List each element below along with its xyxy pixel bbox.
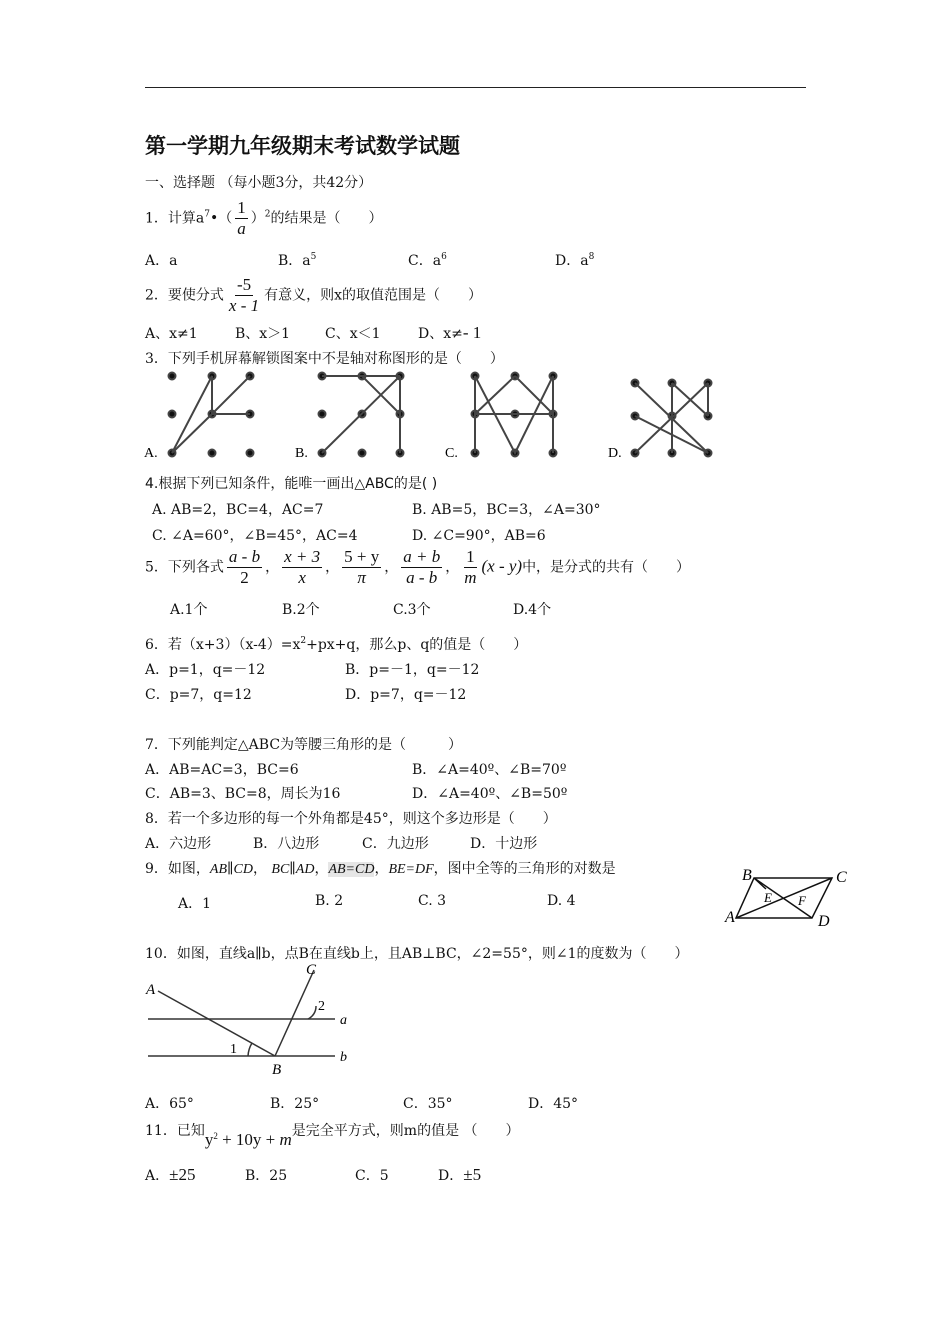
fig10-label-line-b: b — [340, 1050, 347, 1065]
fig10-label-angle1: 1 — [230, 1042, 237, 1057]
q10-option-a: A．65° — [145, 1096, 194, 1112]
question-2: 2．要使分式 $\frac{-5}{x - 1}$ 有意义，则x的取值范围是（ ） — [145, 275, 483, 315]
unlock-patterns-figure — [140, 368, 720, 463]
q11-option-d: D．±5 — [438, 1165, 482, 1184]
q6-option-d: D．p=7，q=－12 — [345, 687, 467, 703]
question-10: 10．如图，直线a∥b，点B在直线b上，且AB⊥BC，∠2=55°，则∠1的度数为（ ） — [145, 946, 689, 962]
q10-option-b: B．25° — [270, 1096, 320, 1112]
header-rule — [145, 87, 806, 88]
fig10-label-b-point: B — [272, 1062, 282, 1078]
q3-label-b: B. — [295, 446, 308, 461]
q3-label-c: C. — [445, 446, 458, 461]
q7-option-a: A．AB=AC=3，BC=6 — [145, 762, 299, 778]
q1-option-b: B．$a^5$ — [278, 252, 317, 269]
q1-option-a: A．a — [145, 253, 178, 269]
q2-option-d: D、x≠- 1 — [418, 323, 482, 342]
parallel-lines-figure — [140, 958, 360, 1080]
q8-option-a: A．六边形 — [145, 836, 212, 852]
q7-option-c: C．AB=3、BC=8，周长为16 — [145, 786, 341, 802]
q4-option-c: C. ∠A=60°，∠B=45°，AC=4 — [152, 528, 358, 544]
q1-option-c: C．$a^6$ — [408, 252, 447, 269]
q2-option-b: B、x＞1 — [235, 326, 291, 342]
q8-option-c: C．九边形 — [362, 836, 429, 852]
q4-option-a: A. AB=2，BC=4，AC=7 — [152, 502, 324, 518]
question-8: 8．若一个多边形的每一个外角都是45°，则这个多边形是（ ） — [145, 811, 557, 827]
fig9-label-f: F — [798, 893, 806, 908]
fig10-label-angle2: 2 — [318, 999, 325, 1014]
q9-option-c: C. 3 — [418, 893, 447, 909]
fig10-label-a-point: A — [146, 982, 156, 998]
fig9-label-b: B — [742, 867, 752, 884]
q5-option-d: D.4个 — [513, 602, 552, 618]
q7-option-b: B．∠A=40º、∠B=70º — [412, 762, 567, 778]
q5-option-c: C.3个 — [393, 602, 431, 618]
page-title: 第一学期九年级期末考试数学试题 — [145, 134, 460, 158]
q11-option-a: A．±25 — [145, 1165, 196, 1184]
question-9: 9．如图，AB∥CD， BC∥AD，AB=CD，BE=DF，图中全等的三角形的对数是 — [145, 861, 616, 877]
q5-option-b: B.2个 — [282, 602, 320, 618]
fig9-label-c: C — [836, 869, 847, 886]
q5-option-a: A.1个 — [170, 602, 208, 618]
q9-option-a: A．1 — [178, 896, 212, 912]
q1-option-d: D．$a^8$ — [555, 252, 595, 269]
q2-option-c: C、x＜1 — [325, 326, 381, 342]
q4-option-d: D. ∠C=90°，AB=6 — [412, 528, 546, 544]
q2-option-a: A、x≠1 — [145, 326, 198, 342]
parallelogram-figure — [722, 864, 852, 934]
q11-option-c: C．5 — [355, 1168, 389, 1184]
section-heading: 一、选择题 （每小题3分，共42分） — [145, 175, 373, 191]
pattern-c — [472, 373, 557, 457]
question-7: 7．下列能判定△ABC为等腰三角形的是（ ） — [145, 737, 463, 753]
fig10-label-c: C — [306, 962, 317, 978]
fig9-label-e: E — [764, 890, 772, 905]
q10-option-c: C．35° — [403, 1096, 453, 1112]
q8-option-d: D．十边形 — [470, 836, 538, 852]
q3-label-a: A. — [144, 446, 158, 461]
question-4: 4.根据下列已知条件，能唯一画出△ABC的是( ) — [145, 476, 438, 492]
q11-option-b: B．25 — [245, 1168, 288, 1184]
q7-option-d: D．∠A=40º、∠B=50º — [412, 786, 568, 802]
question-3: 3．下列手机屏幕解锁图案中不是轴对称图形的是（ ） — [145, 351, 504, 367]
q9-option-b: B. 2 — [315, 893, 344, 909]
q6-option-a: A．p=1，q=－12 — [145, 662, 266, 678]
question-6: 6．若$(x+3)(x-4)=x^2+px+q$，那么p、q的值是（ ） — [145, 636, 528, 653]
pattern-a — [169, 373, 254, 457]
q3-label-d: D. — [608, 446, 622, 461]
question-1: 1．计算$a^7•$（ $\frac{1}{a}$ ）$^2$的结果是（ ） — [145, 198, 383, 238]
question-5: 5．下列各式 $\frac{a - b}{2}$ ， $\frac{x + 3}{x}$ ， $\frac{5 + y}{\pi}$ ， $\frac{a + b}{a - b}$ ， $\frac{1}{m}$ (x - y)中，是分式的共有（ ） — [145, 547, 691, 587]
q4-option-b: B. AB=5，BC=3，∠A=30° — [412, 502, 601, 518]
q6-option-b: B．p=－1，q=－12 — [345, 662, 480, 678]
fig9-label-a: A — [725, 909, 735, 926]
q8-option-b: B．八边形 — [253, 836, 320, 852]
fig9-label-d: D — [818, 913, 830, 930]
pattern-b — [319, 373, 404, 457]
pattern-d — [632, 380, 712, 457]
q10-option-d: D．45° — [528, 1096, 579, 1112]
q9-option-d: D. 4 — [547, 893, 576, 909]
question-11: 11．已知$y^2 + 10y + m$是完全平方式，则m的值是 （ ） — [145, 1123, 520, 1149]
fig10-label-line-a: a — [340, 1013, 347, 1028]
q6-option-c: C．p=7，q=12 — [145, 687, 252, 703]
